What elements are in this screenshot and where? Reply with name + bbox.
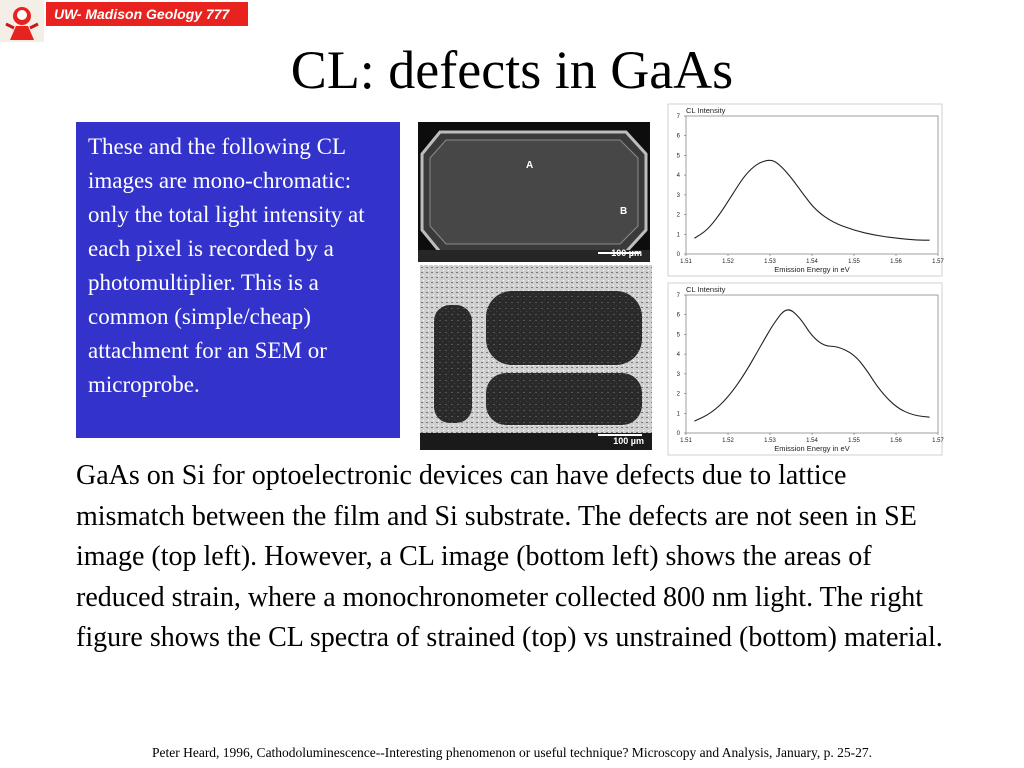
- x-tick-label: 1.52: [722, 438, 734, 444]
- y-tick-label: 6: [676, 312, 680, 319]
- y-tick-label: 1: [676, 411, 680, 418]
- chart-unstrained-spectrum: [668, 283, 942, 455]
- y-tick-label: 2: [676, 391, 680, 398]
- x-axis-title: Emission Energy in eV: [774, 265, 850, 274]
- y-tick-label: 5: [676, 153, 680, 160]
- logo-banner: UW- Madison Geology 777: [46, 2, 248, 26]
- y-tick-label: 4: [676, 352, 680, 359]
- y-tick-label: 3: [676, 371, 680, 378]
- x-tick-label: 1.55: [848, 259, 860, 265]
- y-tick-label: 0: [676, 431, 680, 437]
- chart-background: [668, 104, 942, 276]
- slide-title: CL: defects in GaAs: [290, 40, 734, 100]
- x-tick-label: 1.57: [932, 438, 944, 444]
- badger-mascot-icon: [0, 0, 44, 42]
- se-label-a: A: [526, 160, 534, 171]
- se-label-b: B: [620, 206, 628, 217]
- y-tick-label: 4: [676, 173, 680, 180]
- x-tick-label: 1.54: [806, 259, 818, 265]
- y-tick-label: 7: [676, 293, 680, 299]
- y-tick-label: 6: [676, 133, 680, 140]
- cl-scale-bar: 100 µm: [613, 436, 644, 446]
- x-tick-label: 1.51: [680, 259, 692, 265]
- x-tick-label: 1.51: [680, 438, 692, 444]
- chart-strained-spectrum: [668, 104, 942, 276]
- cl-image: [420, 265, 652, 450]
- chart-unstrained-svg: [668, 283, 942, 455]
- se-image: [418, 122, 650, 262]
- y-tick-label: 7: [676, 114, 680, 120]
- y-axis-title: CL Intensity: [686, 285, 726, 294]
- x-tick-label: 1.56: [890, 259, 902, 265]
- body-paragraph: GaAs on Si for optoelectronic devices can have defects due to lattice mismatch between the film and Si substrate. The defects are not seen in SE image (top left). However, a CL image (bottom left) shows the areas of reduced strain, where a monochronometer collected 800 nm light. The right figure shows the CL spectra of strained (top) vs unstrained (bottom) material.: [76, 460, 943, 653]
- y-tick-label: 5: [676, 332, 680, 339]
- x-tick-label: 1.53: [764, 438, 776, 444]
- y-axis-title: CL Intensity: [686, 106, 726, 115]
- chart-strained-svg: [668, 104, 942, 276]
- y-tick-label: 0: [676, 252, 680, 258]
- x-tick-label: 1.56: [890, 438, 902, 444]
- x-tick-label: 1.52: [722, 259, 734, 265]
- citation: Peter Heard, 1996, Cathodoluminescence--Interesting phenomenon or useful technique? Microscopy and Analysis, January, p. 25-27.: [151, 745, 873, 760]
- info-box: [76, 122, 400, 438]
- se-scale-bar: 100 µm: [611, 248, 642, 258]
- y-tick-label: 1: [676, 232, 680, 239]
- x-tick-label: 1.57: [932, 259, 944, 265]
- x-tick-label: 1.55: [848, 438, 860, 444]
- y-tick-label: 3: [676, 192, 680, 199]
- x-tick-label: 1.54: [806, 438, 818, 444]
- x-tick-label: 1.53: [764, 259, 776, 265]
- logo: [0, 0, 250, 42]
- y-tick-label: 2: [676, 212, 680, 219]
- info-box-text: These and the following CL images are mono-chromatic: only the total light intensity at each pixel is recorded by a photomultiplier. This is a common (simple/cheap) attachment for an SEM or microprobe.: [88, 134, 365, 397]
- chart-background: [668, 283, 942, 455]
- x-axis-title: Emission Energy in eV: [774, 444, 850, 453]
